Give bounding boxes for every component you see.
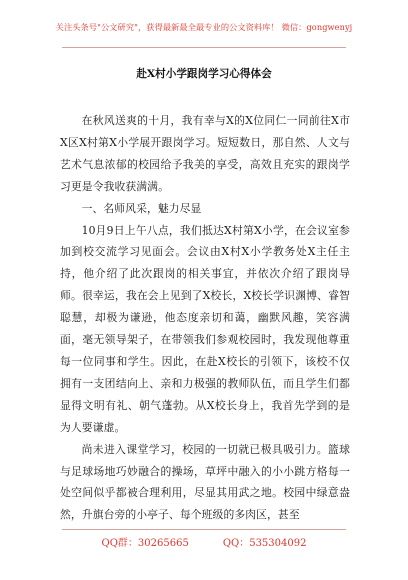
footer <box>0 534 408 549</box>
footer-qq-group: QQ群：30265665 <box>101 538 189 549</box>
document-body <box>60 110 350 526</box>
paragraph-campus: 尚未进入课堂学习，校园的一切就已极具吸引力。篮球与足球场地巧妙融合的操场，草坪中融入的小小跳方格每一处空间似乎都被合理利用，尽显其用武之地。校园中绿意盎然，升旗台旁的小亭子、每个班级的多肉区，甚至 <box>60 442 350 522</box>
header-note: 关注头条号"公文研究"，获得最新最全最专业的公文资料库！ 微信：gongwenyj <box>55 22 353 32</box>
section-heading: 一、名师风采，魅力尽显 <box>81 201 202 215</box>
footer-qq: QQ：535304092 <box>222 538 307 549</box>
footer-divider <box>62 529 346 530</box>
paragraph-meeting: 10月9日上午八点，我们抵达X村第X小学，在会议室参加到校交流学习见面会。会议由X村X小学教务处X主任主持，他介绍了此次跟岗的相关事宜，并依次介绍了跟岗导师。很幸运，我在会上见到了X校长，X校长学识渊博、睿智聪慧，却极为谦逊，他态度亲切和蔼，幽默风趣，笑容满面，毫无领导架子，在带领我们参观校园时，我发现他尊重每一位同事和学生。因此，在赴X校长的引领下，该校不仅拥有一支团结向上、亲和力极强的教师队伍，而且学生们都显得文明有礼、朝气蓬勃。从X校长身上，我首先学到的是为人要谦虚。 <box>60 223 350 434</box>
paragraph-intro: 在秋风送爽的十月，我有幸与X的X位同仁一同前往X市X区X村第X小学展开跟岗学习。短短数日，那自然、人文与艺术气息浓郁的校园给予我美的享受，高效且充实的跟岗学习更是令我收获满满。 <box>60 114 350 193</box>
header-divider <box>62 47 346 48</box>
document-title: 赴X村小学跟岗学习心得体会 <box>136 68 272 80</box>
